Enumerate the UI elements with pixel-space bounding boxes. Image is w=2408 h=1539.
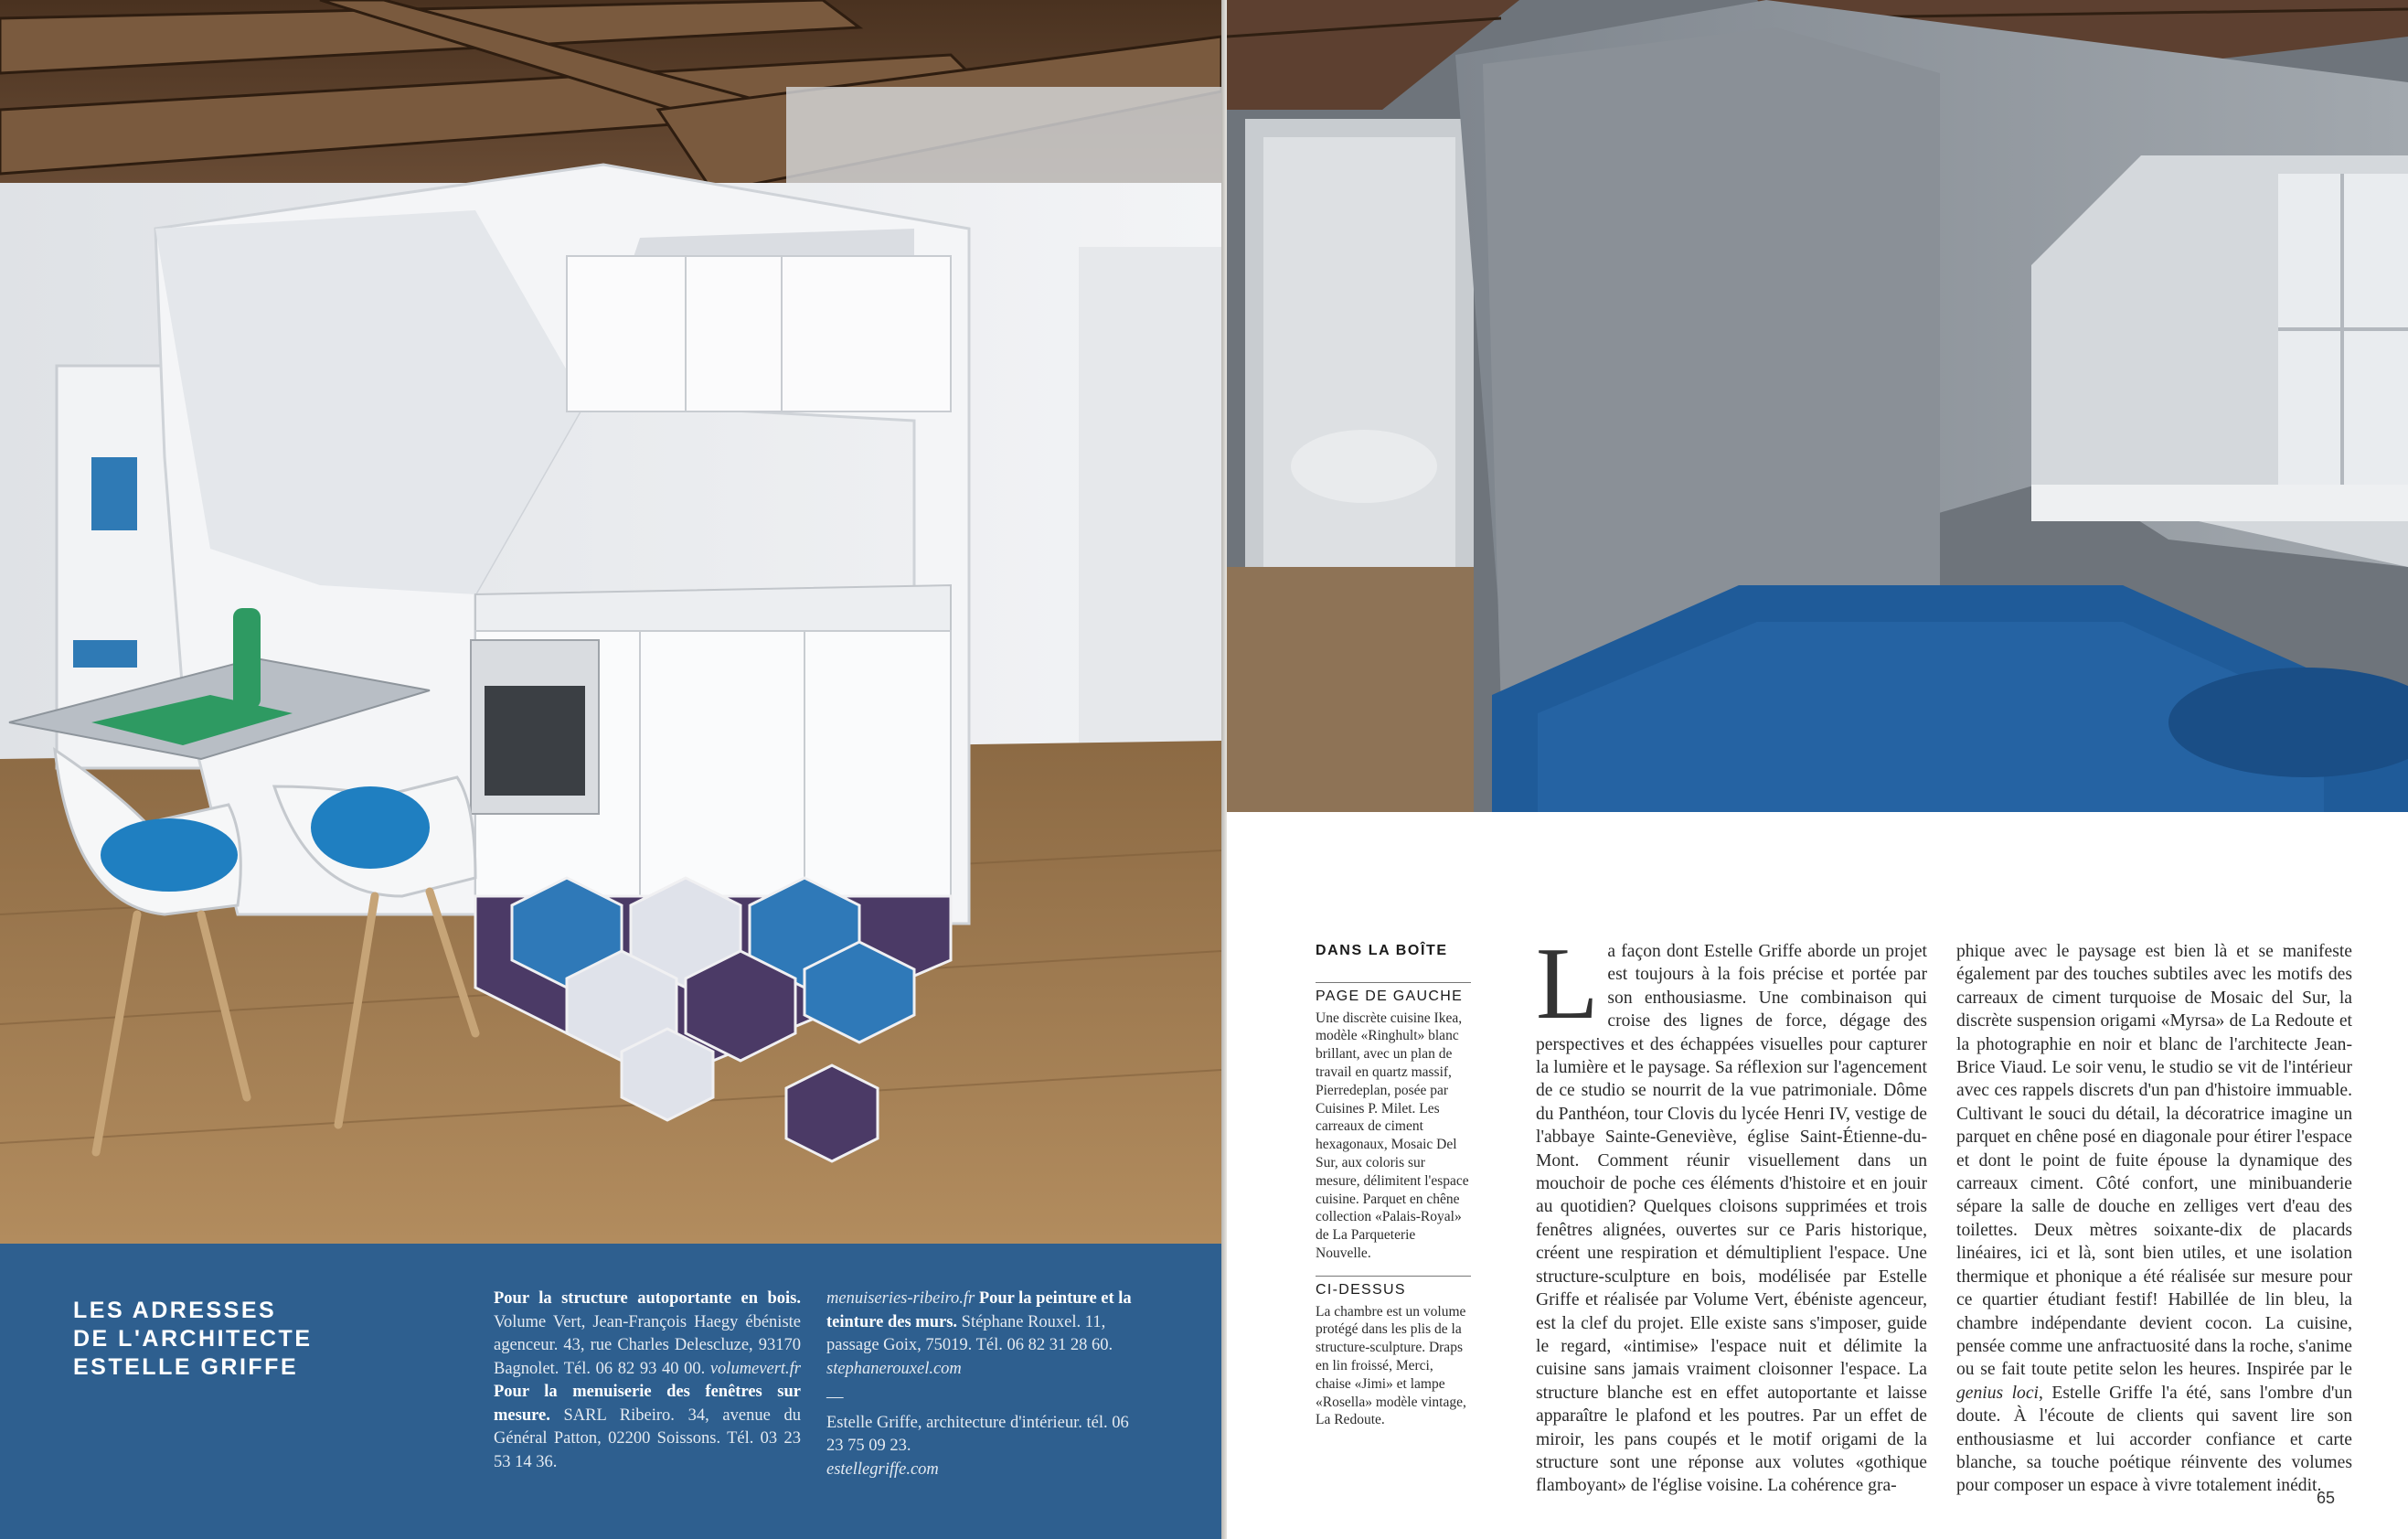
kitchen-photo — [0, 0, 1221, 1244]
addr-lead: Pour la menuiserie des fenêtres sur mesure. — [494, 1383, 801, 1425]
article-text: a façon dont Estelle Griffe aborde un projet est toujours à la fois précise et portée par son enthousiasme. Une combinaison qui croise des lignes de force, dégage des perspectives et des échappées visuelles pour capturer la lumière et le paysage. Sa réflexion sur l'agencement de ce studio se nourrit de la vue patrimoniale. Dôme du Panthéon, tour Clovis du lycée Henri IV, vestige de l'abbaye Sainte-Geneviève, église Saint-Étienne-du-Mont. Comment réunir visuellement dans un mouchoir de poche ces éléments d'histoire et en jouir au quotidien? Quelques cloisons supprimées et trois fenêtres alignées, ouvertes sur ce Paris historique, créent une respiration et démultiplient l'espace. Une structure-sculpture en bois, modélisée par Estelle Griffe et réalisée par Volume Vert, ébéniste agenceur, est la clef du projet. Elle existe sans s'imposer, guide le regard, «intimise» l'espace nuit et délimite la cuisine sans jamais vraiment cloisonner l'espace. La structure blanche est en effet autoportante et laisse apparaître le plafond et les poutres. Par un effet de miroir, les pans coupés et le motif origami de la structure sont une réponse aux volutes «gothique flamboyant» de l'église voisine. La cohérence gra- — [1536, 942, 1927, 1496]
addresses-heading-line: LES ADRESSES — [73, 1298, 277, 1323]
article-column-1 — [1536, 927, 1927, 1498]
addr-link-ribeiro[interactable]: menuiseries-ribeiro.fr — [826, 1289, 975, 1308]
addr-text: Estelle Griffe, architecture d'intérieur. tél. 06 23 75 09 23. — [826, 1413, 1129, 1455]
addr-text: Stéphane Rouxel. 11, passage Goix, 75019. Tél. 06 82 31 28 60. — [826, 1312, 1113, 1354]
caption-section-title: CI-DESSUS — [1316, 1276, 1471, 1299]
addresses-column-1 — [494, 1288, 801, 1474]
article-column-2 — [1956, 940, 2352, 1498]
addresses-band — [0, 1244, 1221, 1539]
addr-lead: Pour la peinture et la teinture des murs. — [826, 1289, 1132, 1331]
bedroom-photo — [1227, 0, 2408, 812]
page-number: 65 — [2317, 1489, 2336, 1507]
caption-section-text: La chambre est un volume protégé dans les plis de la structure-sculpture. Draps en lin froissé, Merci, chaise «Jimi» et lampe «Rosella» modèle vintage, La Redoute. — [1316, 1303, 1466, 1428]
addr-link-volumevert[interactable]: volumevert.fr — [709, 1359, 801, 1378]
caption-section-text: Une discrète cuisine Ikea, modèle «Ringhult» blanc brillant, avec un plan de travail en quartz massif, Pierredeplan, posée par Cuisines P. Milet. Les carreaux de ciment hexagonaux, Mosaic Del Sur, aux coloris sur mesure, délimitent l'espace cuisine. Parquet en chêne collection «Palais-Royal» de La Parqueterie Nouvelle. — [1316, 1010, 1469, 1261]
article-text: , Estelle Griffe l'a été, sans l'ombre d'un doute. À l'écoute de clients qui savent lire son enthousiasme et lui accorder confiance et carte blanche, sa touche poétique réinvente des volumes pour composer un espace à vivre totalement inédit. — [1956, 1383, 2353, 1496]
article-italic: genius loci — [1956, 1383, 2039, 1403]
addr-link-rouxel[interactable]: stephanerouxel.com — [826, 1359, 962, 1378]
article-text: phique avec le paysage est bien là et se manifeste également par des touches subtiles avec les motifs des carreaux de ciment turquoise de Mosaic del Sur, la discrète suspension origami «Myrsa» de La Redoute et la photographie en noir et blanc de l'architecte Jean-Brice Viaud. Le soir venu, le studio se vit de l'intérieur avec ces rappels discrets d'un pan d'histoire immuable. Cultivant le souci du détail, la décoratrice imagine un parquet en chêne posé en diagonale pour étirer l'espace et dont le point de fuite épouse la dynamique des carreaux ciment. Côté confort, une minibuanderie sépare la salle de douche en zelliges vert d'eau des toilettes. Deux mètres soixante-dix de placards linéaires, ici et là, sont bien utiles, et une isolation thermique et phonique a été réalisée sur mesure pour ce quartier étudiant festif! Habillée de lin bleu, la chambre indépendante devient cocon. La cuisine, pensée comme une anfractuosité dans la roche, s'anime ou se fait toute petite selon les heures. Inspirée par le — [1956, 942, 2352, 1380]
addr-text: Volume Vert, Jean-François Haegy ébéniste agenceur. 43, rue Charles Delescluze, 93170 Bagnolet. Tél. 06 82 93 40 00. — [494, 1312, 801, 1378]
caption-title: DANS LA BOÎTE — [1316, 943, 1448, 958]
addr-lead: Pour la structure autoportante en bois. — [494, 1289, 801, 1308]
addr-link-griffe[interactable]: estellegriffe.com — [826, 1459, 939, 1479]
caption-section-title: PAGE DE GAUCHE — [1316, 982, 1471, 1006]
addr-text: SARL Ribeiro. 34, avenue du Général Patton, 02200 Soissons. Tél. 03 23 53 14 36. — [494, 1405, 801, 1471]
addresses-column-2 — [826, 1288, 1137, 1481]
addresses-heading-line: ESTELLE GRIFFE — [73, 1354, 299, 1380]
addr-separator: — — [826, 1388, 844, 1406]
right-page — [1227, 0, 2408, 1539]
photo-caption — [1316, 942, 1471, 1442]
addresses-heading-line: DE L'ARCHITECTE — [73, 1326, 313, 1352]
addresses-heading — [73, 1297, 347, 1382]
drop-cap: L — [1536, 927, 1599, 1041]
